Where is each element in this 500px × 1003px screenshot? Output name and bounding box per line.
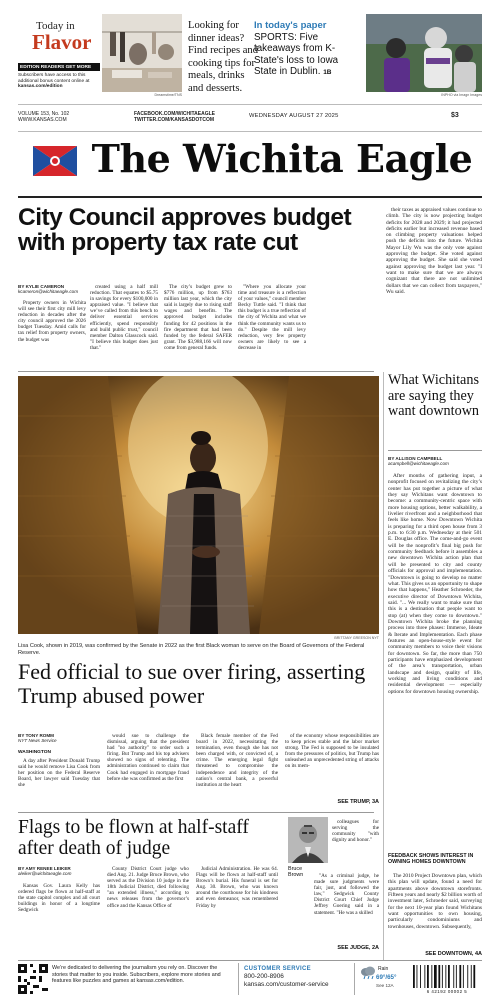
rain-cloud-icon xyxy=(360,966,376,980)
footer xyxy=(18,963,482,997)
lead-byline: BY KYLIE CAMERON kcameron@wichitaeagle.com xyxy=(18,284,79,295)
barcode-bar xyxy=(445,965,446,988)
twitter-link[interactable]: TWITTER.COM/KANSASDOTCOM xyxy=(134,117,214,123)
lead-headline[interactable]: City Council approves budget with property tax rate cut xyxy=(18,204,352,256)
barcode-bar xyxy=(463,965,464,988)
downtown-story[interactable] xyxy=(388,373,482,958)
barcode-number: 6 42192 00002 5 xyxy=(426,989,468,994)
footer-rule xyxy=(18,960,482,961)
flags-col-4b: "As a criminal judge, he made sure judgments were fair, just, and followed the law," Sedgwick County District Court Chief Judge Jeffrey Goering said in a statement. "He was a skilled xyxy=(314,873,379,916)
fed-dateline: WASHINGTON xyxy=(18,750,51,755)
football-photo xyxy=(366,14,482,92)
newspaper-title: The Wichita Eagle xyxy=(91,136,473,181)
barcode xyxy=(412,964,482,996)
barcode-bar xyxy=(413,965,415,988)
sports-kicker: In today's paper xyxy=(254,20,327,31)
fed-col-3: Black female member of the Fed board in 2022, necessitating the termination, even though she has not been charged with, or convicted of, a crime. The emerging legal fight threatened to compromise the independence and integrity of the nation’s central bank, a powerful institution at the heart xyxy=(196,733,278,788)
fed-col-2: would sue to challenge the dismissal, arguing that the president had "no authority" to order such a firing. But Trump and his top advisers showed no signs of relenting. The administration continued to claim that Cook had engaged in mortgage fraud before she was confirmed as the first xyxy=(107,733,189,782)
photo-caption: Lisa Cook, shown in 2019, was confirmed by the Senate in 2022 as the first Black woman to serve on the Board of Governors of the Federal Reserve. xyxy=(18,643,365,656)
photo-credit: BRITTANY GREESON NYT xyxy=(334,636,379,640)
fed-headline[interactable]: Fed official to sue over firing, asserting Trump abused power xyxy=(18,659,366,708)
barcode-bar xyxy=(438,965,440,988)
sports-photo-credit: INPHO via Imagn Images xyxy=(441,93,482,97)
fed-byline: BY TONY ROMM NYT News Service xyxy=(18,733,57,744)
customer-service xyxy=(244,965,354,990)
lead-col-3: The city’s budget grew to $776 million, up from $763 million last year, which the city said is largely due to rising staff wages and benefits. The approved budget includes funding for 42 positions in the fire department that had been funded by the federal SAFER grant. The $3,988,166 will now come from general funds. xyxy=(164,284,232,351)
flags-headline[interactable]: Flags to be flown at half-staff after death of judge xyxy=(18,817,249,859)
lead-story[interactable] xyxy=(18,205,482,371)
subscriber-url[interactable]: kansas.com/edition xyxy=(18,84,63,90)
sports-teaser[interactable] xyxy=(254,14,482,98)
footer-sep-1 xyxy=(238,963,239,995)
barcode-bar xyxy=(427,965,429,988)
footer-sep-2 xyxy=(354,963,355,995)
flavor-kicker: Today in xyxy=(36,20,75,32)
site-url[interactable]: WWW.KANSAS.COM xyxy=(18,117,67,123)
facebook-link[interactable]: FACEBOOK.COM/WICHITAEAGLE xyxy=(134,111,216,117)
barcode-bar xyxy=(471,965,472,988)
barcode-bar xyxy=(442,965,443,988)
barcode-bar xyxy=(453,965,454,988)
barcode-bar xyxy=(473,965,475,988)
edition-label: EDITION READERS GET MORE xyxy=(18,63,100,71)
flags-jump[interactable]: SEE JUDGE, 2A xyxy=(337,945,379,951)
masthead-bottom-rule xyxy=(18,196,482,198)
barcode-bar xyxy=(459,965,461,988)
barcode-bar xyxy=(424,965,425,988)
weather-page: See 12A xyxy=(376,983,394,988)
barcode-bar xyxy=(456,965,457,988)
flags-byline: BY AMY RENEE LEIKER aleiker@wichitaeagle.com xyxy=(18,866,72,877)
qr-code-icon[interactable] xyxy=(18,964,48,994)
volume-number: VOLUME 153, No. 102 xyxy=(18,111,70,117)
weather-temps: 69°/65° xyxy=(376,974,397,981)
flavor-title: Flavor xyxy=(32,30,92,54)
barcode-bar xyxy=(417,965,418,988)
cs-phone[interactable]: 800-200-8906 xyxy=(244,973,284,981)
cs-label: CUSTOMER SERVICE xyxy=(244,966,311,972)
subscriber-note: Subscribers have access to this additional bonus content online at kansas.com/edition xyxy=(18,73,90,90)
flags-col-3: Judicial Administration. He was 64. Flags will be flown at half-staff until Brown’s burial. His funeral is set for Aug. 30. Brown, who was known around the courthouse for his kindness and even demeanor, was remembered Friday by xyxy=(196,866,278,909)
lead-col-4: "Where you allocate your time and treasure is a reflection of your values," council member Becky Tuttle said. "I think that this budget is a true reflection of the city of Wichita and what we think the community wants us to do." Despite the mill levy reduction, very few property owners are likely to see a decrease in xyxy=(238,284,306,351)
sports-page-ref: 1B xyxy=(323,69,332,77)
flavor-photo-credit: Dreamstime/TNS xyxy=(154,93,182,97)
downtown-jump[interactable]: SEE DOWNTOWN, 4A xyxy=(425,951,482,957)
flags-story[interactable] xyxy=(18,817,379,957)
lead-col-5: their taxes as appraised values continue to climb. The city is now projecting budget deficits for 2028 and 2029; it had projected deficits earlier but increased revenue based on climbing property valuations helped push the deficits into the future. Wichita Mayor Lily Wu was the only vote against approving the budget. She voted against approving the budget. She said she voted against approving the budget last year. "I want to make sure that we are always cognizant that there are not unlimited dollars that we can collect from taxpayers," Wu said. xyxy=(386,207,482,295)
flags-col-4a: colleagues for serving the community "with dignity and honor." xyxy=(332,819,379,844)
barcode-bar xyxy=(431,965,432,988)
flavor-teaser[interactable] xyxy=(18,14,259,98)
weather-label: Rain xyxy=(378,966,389,972)
masthead-rule xyxy=(18,131,482,132)
barcode-bars xyxy=(412,964,482,990)
judge-portrait xyxy=(288,817,328,863)
downtown-rule xyxy=(388,450,482,451)
downtown-headline[interactable]: What Wichitans are saying they want downtown xyxy=(388,372,480,420)
lead-col-1: Property owners in Wichita will see their first city mill levy reduction in decades after the city council approved the 2026 budget Tuesday. Amid calls for tax relief from property owners, the budget was xyxy=(18,300,86,343)
teaser-divider xyxy=(18,104,482,105)
weather-box xyxy=(358,963,408,995)
fed-col-1: A day after President Donald Trump said he would remove Lisa Cook from her position on the Federal Reserve Board, her lawyer said Tuesday that she xyxy=(18,758,100,789)
cs-url[interactable]: kansas.com/customer-service xyxy=(244,981,329,989)
wichita-flag-icon xyxy=(33,146,77,176)
barcode-bar xyxy=(420,965,421,988)
downtown-body: After months of gathering input, a nonprofit focused on revitalizing the city’s center has put together a picture of what they say Wichitans want downtown to become: a community-centric space with more housing options, better walkability, a livelier riverfront and a neighborhood that feels like home. Now Downtown Wichita is preparing for a third open house from 3 p.m. to 6:30 p.m. Wednesday at their 501 E. Douglas office. The come-and-go event will be the nonprofit’s final big push for community feedback before it assembles a new downtown Wichita action plan that will be presented to city and county officials for approval and implementation. "Downtown is going to develop no matter what. This gives us an opportunity to shape how that happens," Heather Schroeder, the executive director of Downtown Wichita, said. "... We really want to make sure that this is a destination that people want to stop (at) when they come to downtown." Downtown Wichita broke the planning process into three phases: Immerse, Ideate & Iterate and Implementation. Each phase features an open-house-style event for community members to voice their visions for downtown. So far, the more than 750 participants have emphasized development of the area’s transportation, urban landscape and design, quality of life, working and living conditions and residential development — especially options for downtown housing ownership. xyxy=(388,473,482,695)
fed-jump[interactable]: SEE TRUMP, 3A xyxy=(337,799,379,805)
flags-col-1: Kansas Gov. Laura Kelly has ordered flags be flown at half-staff at the state capitol complex and all court buildings in honor of a longtime Sedgwick xyxy=(18,883,100,914)
price: $3 xyxy=(451,112,459,119)
barcode-bar xyxy=(448,965,450,988)
flavor-blurb: Looking for dinner ideas? Find recipes and cooking tips for meals, drinks and desserts. xyxy=(188,20,259,94)
judge-portrait-caption: Bruce Brown xyxy=(288,866,304,879)
downtown-byline: BY ALLISON CAMPBELL acampbell@wichitaeagle.com xyxy=(388,456,449,467)
downtown-feedback-head: FEEDBACK SHOWS INTEREST IN OWNING HOMES DOWNTOWN xyxy=(388,853,474,866)
fed-story[interactable] xyxy=(18,660,379,810)
issue-date: WEDNESDAY AUGUST 27 2025 xyxy=(249,113,339,119)
barcode-bar xyxy=(467,965,468,988)
sidebar-vertical-rule xyxy=(383,372,384,960)
flags-col-2: County District Court judge who died Aug. 21. Judge Bruce Brown, who served as the Division 10 judge in the 18th Judicial District, died following "an extended illness," according to news releases from the governor’s office and the Kansas Office of xyxy=(107,866,189,909)
lead-photo[interactable] xyxy=(18,376,379,634)
footer-promo: We’re dedicated to delivering the journalism you rely on. Discover the stories that matter to you inside. Subscribers, explore more stories and features like puzzles and games at kansas.com/edition. xyxy=(52,965,221,985)
fed-divider xyxy=(18,812,374,813)
masthead-info xyxy=(18,109,482,127)
fed-col-4: of the economy whose responsibilities are to keep prices stable and the labor market strong. The Fed is supposed to be insulated from the pressures of politics, but Trump has unleashed an unprecedented string of attacks on its mem- xyxy=(285,733,379,770)
kitchen-photo xyxy=(102,14,182,92)
sports-text: SPORTS: Five takeaways from K-State's loss to Iowa State in Dublin. 1B xyxy=(254,32,339,78)
lead-divider xyxy=(18,371,374,372)
downtown-feedback-body: The 2010 Project Downtown plan, which this plan will update, found a need for apartments above downtown storefronts. Fifteen years and nearly $2 billion worth of investment later, Schroeder said, surveying for the next 10-year plan found Wichitans want opportunities to own housing, particularly condominiums and townhouses, downtown. Subsequently, xyxy=(388,873,482,930)
barcode-bar xyxy=(434,965,437,988)
lead-col-2: created using a half mill reduction. That equates to $5.75 in savings for every $100,000 in appraised value. "I believe that we’ve called from this bench to deliver essential services efficiently, spend responsibly and build public trust," council member Dalton Glasscock said. "I believe this budget does just that." xyxy=(90,284,158,351)
